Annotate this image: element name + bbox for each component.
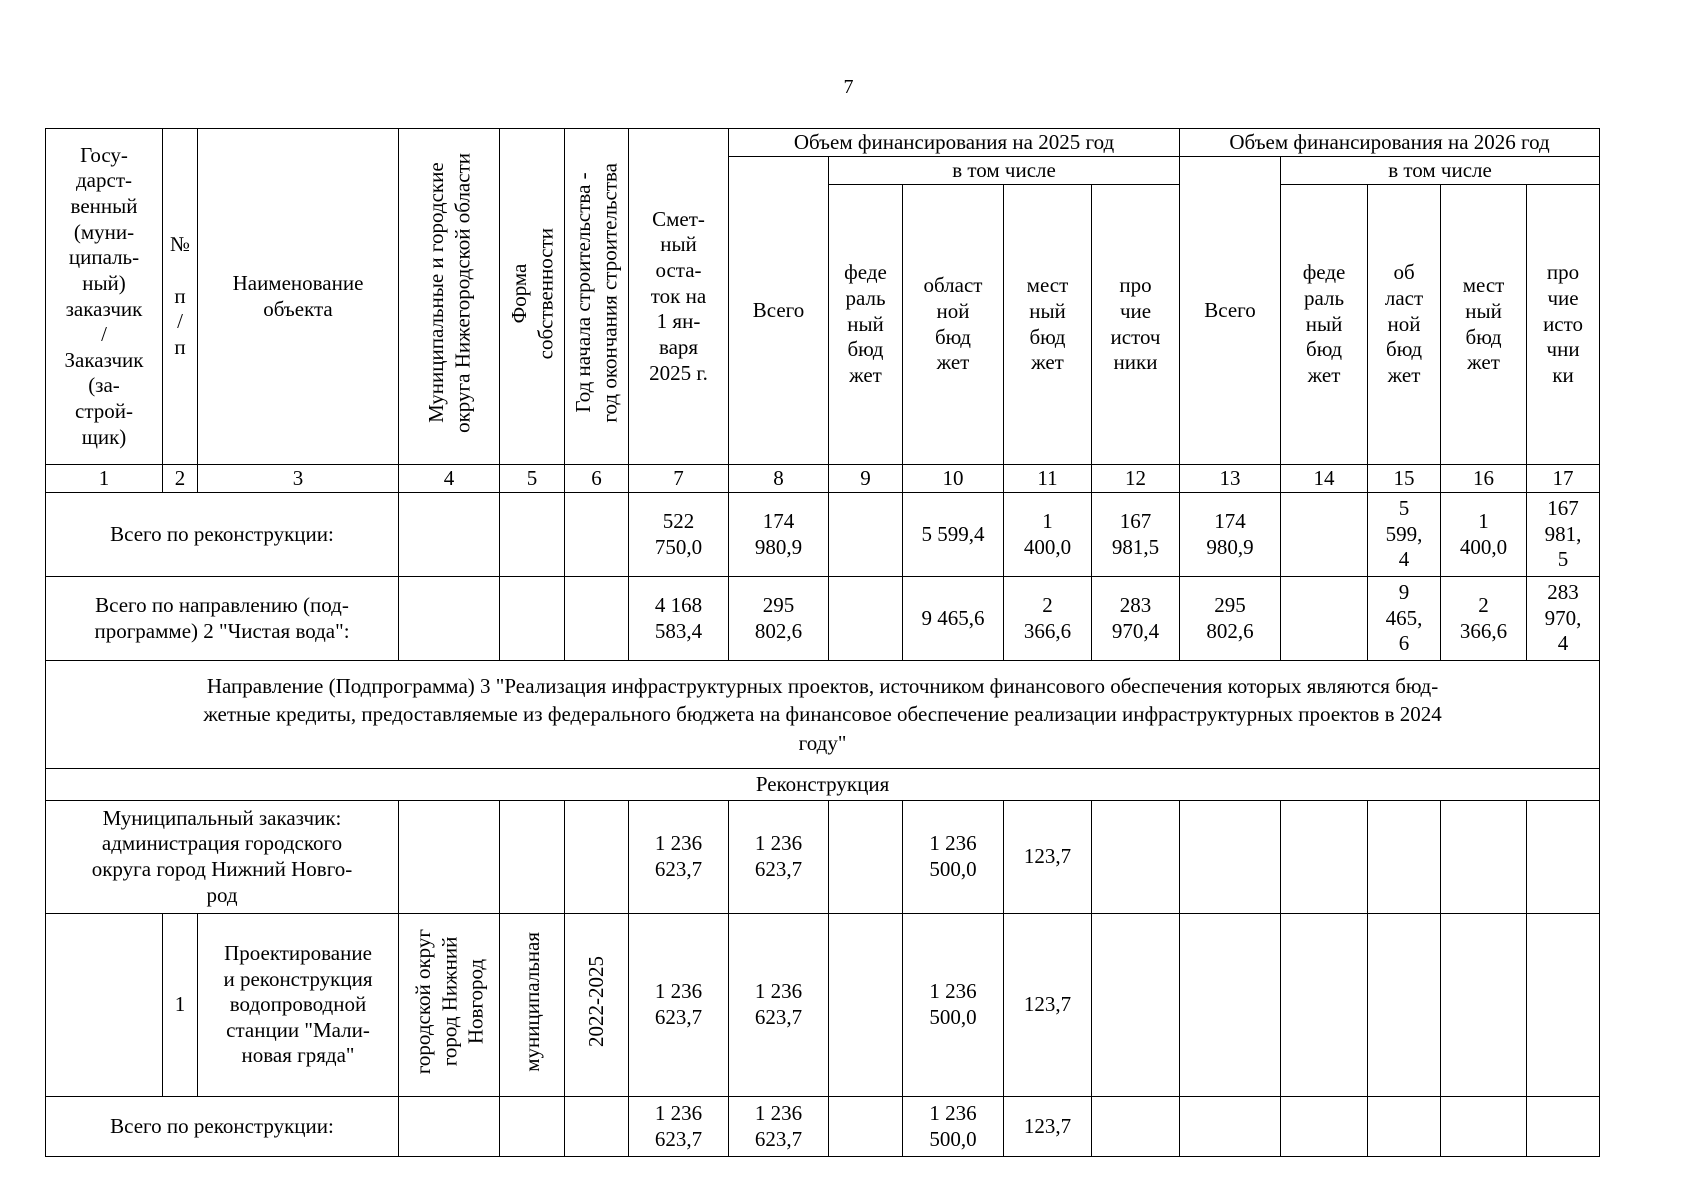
table-cell [1180,914,1281,1097]
column-number: 8 [729,465,829,493]
table-cell: 174 980,9 [729,493,829,577]
column-number: 14 [1281,465,1368,493]
header-financing-2026: Объем финансирования на 2026 год [1180,129,1600,157]
table-row-direction-3 [46,661,1600,769]
header-federal-2025: феде раль ный бюд жет [829,185,903,465]
column-number: 2 [163,465,198,493]
empty-cell [399,493,500,577]
empty-cell [565,493,629,577]
table-cell: 1 236 623,7 [629,801,729,914]
empty-cell [500,577,565,661]
table-cell: 1 400,0 [1004,493,1092,577]
table-cell: 522 750,0 [629,493,729,577]
column-number: 9 [829,465,903,493]
project-ownership-text: муниципальная [519,931,544,1072]
project-municipality-text: городской округ город Нижний Новгород [410,929,488,1075]
section-reconstruction: Реконструкция [46,769,1600,801]
table-cell [1368,801,1441,914]
table-cell: 1 236 623,7 [729,1097,829,1157]
header-regional-2026: об ласт ной бюд жет [1368,185,1441,465]
empty-cell [565,801,629,914]
table-cell: 174 980,9 [1180,493,1281,577]
table-cell: 1 236 623,7 [729,914,829,1097]
header-object-name: Наименование объекта [198,129,399,465]
row-label: Всего по реконструкции: [46,1097,399,1157]
row-label: Муниципальный заказчик: администрация городского округа город Нижний Новго- род [46,801,399,914]
header-regional-2025: област ной бюд жет [903,185,1004,465]
table-cell [829,914,903,1097]
table-cell [1180,801,1281,914]
column-number: 5 [500,465,565,493]
empty-cell [500,493,565,577]
header-local-2026: мест ный бюд жет [1441,185,1527,465]
header-years-text: Год начала строительства - год окончания строительства [571,163,622,423]
header-ownership [500,129,565,465]
header-total-2025: Всего [729,157,829,465]
table-cell: 283 970, 4 [1527,577,1600,661]
page-number: 7 [843,76,854,98]
table-cell [829,577,903,661]
table-cell: 123,7 [1004,1097,1092,1157]
table-cell [829,1097,903,1157]
column-number: 17 [1527,465,1600,493]
table-row-recon-total-1 [46,493,1600,577]
table-cell: 283 970,4 [1092,577,1180,661]
row-label: Всего по реконструкции: [46,493,399,577]
table-row-direction-total [46,577,1600,661]
table-cell [1092,801,1180,914]
table-cell: 1 236 500,0 [903,1097,1004,1157]
column-number: 10 [903,465,1004,493]
empty-cell [46,914,163,1097]
table-cell [1281,1097,1368,1157]
table-cell [1368,1097,1441,1157]
header-municipality [399,129,500,465]
project-years [565,914,629,1097]
column-number-row [46,465,1600,493]
table-cell: 5 599,4 [903,493,1004,577]
header-financing-2025: Объем финансирования на 2025 год [729,129,1180,157]
table-cell [1527,1097,1600,1157]
row-label: Всего по направлению (под- программе) 2 "Чистая вода": [46,577,399,661]
column-number: 6 [565,465,629,493]
table-cell: 123,7 [1004,801,1092,914]
table-cell [1441,1097,1527,1157]
header-num-symbol: № [169,232,191,257]
table-cell [1092,914,1180,1097]
table-row-reconstruction [46,769,1600,801]
header-ownership-text: Форма собственности [506,227,557,359]
header-including-2025: в том числе [829,157,1180,185]
project-number: 1 [163,914,198,1097]
column-number: 16 [1441,465,1527,493]
header-total-2026: Всего [1180,157,1281,465]
table-cell: 1 400,0 [1441,493,1527,577]
table-cell [1281,493,1368,577]
table-row-municipal-customer [46,801,1600,914]
header-estimate: Смет- ный оста- ток на 1 ян- варя 2025 г. [629,129,729,465]
table-cell: 1 236 500,0 [903,914,1004,1097]
table-cell: 1 236 500,0 [903,801,1004,914]
table-cell: 295 802,6 [729,577,829,661]
header-federal-2026: феде раль ный бюд жет [1281,185,1368,465]
financing-table [45,128,1600,1157]
table-cell [1368,914,1441,1097]
project-ownership [500,914,565,1097]
column-number: 11 [1004,465,1092,493]
empty-cell [399,577,500,661]
table-cell: 1 236 623,7 [629,914,729,1097]
empty-cell [399,1097,500,1157]
header-including-2026: в том числе [1281,157,1600,185]
column-number: 4 [399,465,500,493]
table-cell: 2 366,6 [1004,577,1092,661]
project-municipality [399,914,500,1097]
header-municipality-text: Муниципальные и городские округа Нижегородской области [423,153,474,434]
table-cell [1527,914,1600,1097]
table-cell [1281,577,1368,661]
table-cell: 167 981, 5 [1527,493,1600,577]
table-cell: 295 802,6 [1180,577,1281,661]
table-cell: 167 981,5 [1092,493,1180,577]
header-other-2026: про чие исто чни ки [1527,185,1600,465]
table-cell [829,801,903,914]
column-number: 15 [1368,465,1441,493]
section-direction-3: Направление (Подпрограмма) 3 "Реализация инфраструктурных проектов, источником финансового обеспечения которых являются бюд- жетные кредиты, предоставляемые из федерального бюджета на финансовое обеспечение реализации инфраструктурных проектов в 2024 году" [46,661,1600,769]
table-cell: 1 236 623,7 [729,801,829,914]
table-cell [1527,801,1600,914]
empty-cell [399,801,500,914]
column-number: 12 [1092,465,1180,493]
column-number: 13 [1180,465,1281,493]
column-number: 7 [629,465,729,493]
empty-cell [500,801,565,914]
empty-cell [500,1097,565,1157]
project-years-text: 2022-2025 [584,956,609,1048]
column-number: 1 [46,465,163,493]
header-row-number [163,129,198,465]
table-cell: 2 366,6 [1441,577,1527,661]
table-cell: 123,7 [1004,914,1092,1097]
table-cell: 9 465,6 [903,577,1004,661]
table-cell [1441,801,1527,914]
table-cell: 1 236 623,7 [629,1097,729,1157]
empty-cell [565,1097,629,1157]
table-cell [1092,1097,1180,1157]
table-cell [829,493,903,577]
table-cell [1180,1097,1281,1157]
header-local-2025: мест ный бюд жет [1004,185,1092,465]
table-cell [1281,914,1368,1097]
header-years [565,129,629,465]
header-other-2025: про чие источ ники [1092,185,1180,465]
table-cell [1281,801,1368,914]
table-cell: 5 599, 4 [1368,493,1441,577]
empty-cell [565,577,629,661]
table-cell [1441,914,1527,1097]
header-customer: Госу- дарст- венный (муни- ципаль- ный) заказчик / Заказчик (за- строй- щик) [46,129,163,465]
header-num-pp: п / п [174,283,186,359]
column-number: 3 [198,465,399,493]
table-row-project [46,914,1600,1097]
table-cell: 9 465, 6 [1368,577,1441,661]
table-cell: 4 168 583,4 [629,577,729,661]
project-name: Проектирование и реконструкция водопроводной станции "Мали- новая гряда" [198,914,399,1097]
table-row-recon-total-2 [46,1097,1600,1157]
